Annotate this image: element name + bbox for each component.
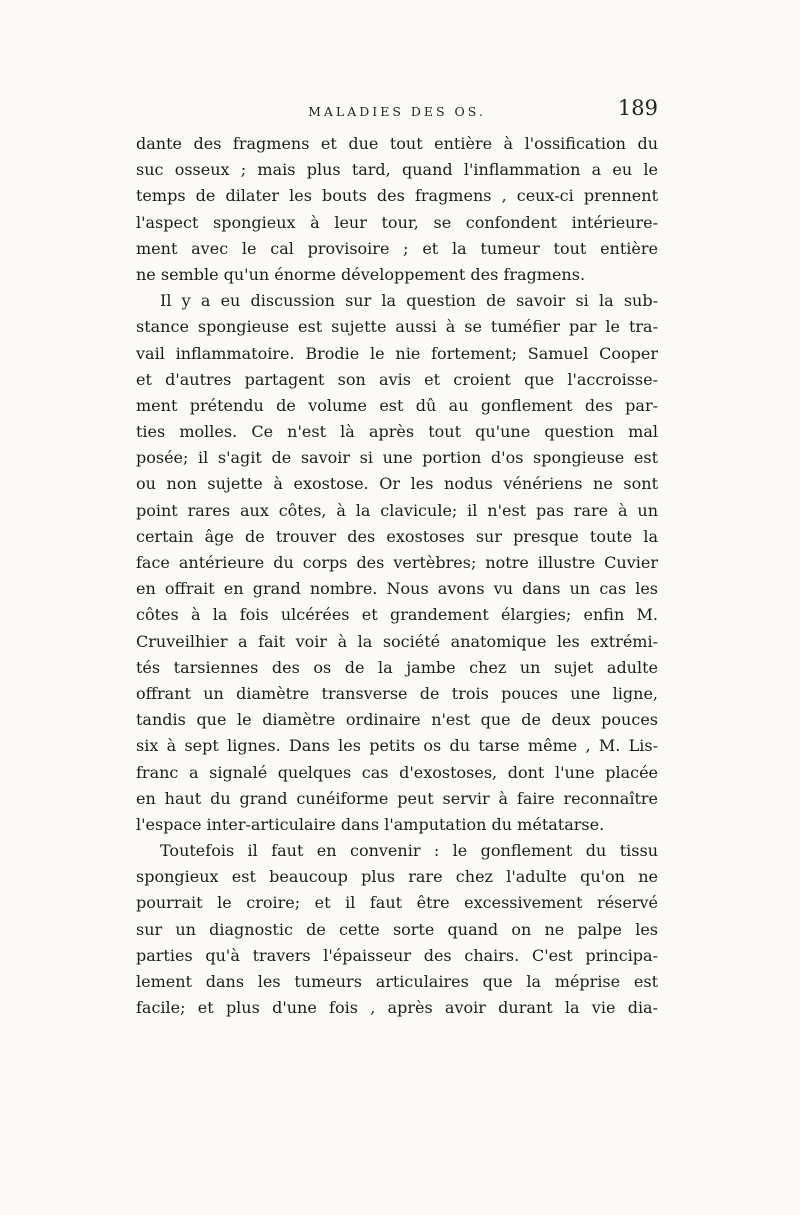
text-line: tandis que le diamètre ordinaire n'est que de deux pouces: [136, 710, 658, 730]
text-line: parties qu'à travers l'épaisseur des chairs. C'est principa-: [136, 945, 658, 965]
text-line: côtes à la fois ulcérées et grandement élargies; enfin M.: [136, 605, 658, 625]
text-line: Cruveilhier a fait voir à la société anatomique les extrémi-: [136, 631, 658, 651]
text-line: ou non sujette à exostose. Or les nodus vénériens ne sont: [136, 474, 658, 494]
text-line: offrant un diamètre transverse de trois pouces une ligne,: [136, 683, 658, 703]
text-line: spongieux est beaucoup plus rare chez l'adulte qu'on ne: [136, 867, 658, 887]
text-line: sur un diagnostic de cette sorte quand on ne palpe les: [136, 919, 658, 939]
text-line: certain âge de trouver des exostoses sur presque toute la: [136, 526, 658, 546]
text-line: facile; et plus d'une fois , après avoir durant la vie dia-: [136, 998, 658, 1018]
text-line: temps de dilater les bouts des fragmens , ceux-ci prennent: [136, 186, 658, 206]
text-line: en haut du grand cunéiforme peut servir à faire reconnaître: [136, 788, 658, 808]
text-line: vail inflammatoire. Brodie le nie fortement; Samuel Cooper: [136, 343, 658, 363]
body-text: [136, 131, 658, 1021]
text-line: posée; il s'agit de savoir si une portion d'os spongieuse est: [136, 448, 658, 468]
text-line: ment avec le cal provisoire ; et la tumeur tout entière: [136, 238, 658, 258]
text-line: lement dans les tumeurs articulaires que la méprise est: [136, 972, 658, 991]
text-line: ment prétendu de volume est dû au gonflement des par-: [136, 395, 658, 415]
text-line: pourrait le croire; et il faut être excessivement réservé: [136, 893, 658, 913]
text-line: et d'autres partagent son avis et croient que l'accroisse-: [136, 369, 658, 389]
text-line: tés tarsiennes des os de la jambe chez un sujet adulte: [136, 657, 658, 677]
running-head: [136, 98, 658, 126]
text-line: stance spongieuse est sujette aussi à se tuméfier par le tra-: [136, 317, 658, 337]
text-line: en offrait en grand nombre. Nous avons vu dans un cas les: [136, 579, 658, 599]
text-line: ne semble qu'un énorme développement des fragmens.: [136, 264, 586, 284]
text-line: face antérieure du corps des vertèbres; notre illustre Cuvier: [136, 553, 658, 572]
text-line: ties molles. Ce n'est là après tout qu'une question mal: [136, 422, 658, 442]
text-line: dante des fragmens et due tout entière à l'ossification du: [136, 134, 658, 153]
text-line: Il y a eu discussion sur la question de savoir si la sub-: [160, 291, 658, 311]
text-line: suc osseux ; mais plus tard, quand l'inflammation a eu le: [136, 160, 658, 180]
running-title: MALADIES DES OS.: [308, 104, 486, 119]
text-line: point rares aux côtes, à la clavicule; il n'est pas rare à un: [136, 500, 658, 520]
text-line: six à sept lignes. Dans les petits os du tarse même , M. Lis-: [136, 736, 658, 756]
text-line: franc a signalé quelques cas d'exostoses, dont l'une placée: [136, 762, 658, 782]
text-line: l'espace inter-articulaire dans l'amputation du métatarse.: [136, 814, 605, 834]
text-line: l'aspect spongieux à leur tour, se confondent intérieure-: [136, 212, 658, 232]
page-number: 189: [617, 96, 658, 120]
text-line: Toutefois il faut en convenir : le gonflement du tissu: [160, 841, 658, 861]
